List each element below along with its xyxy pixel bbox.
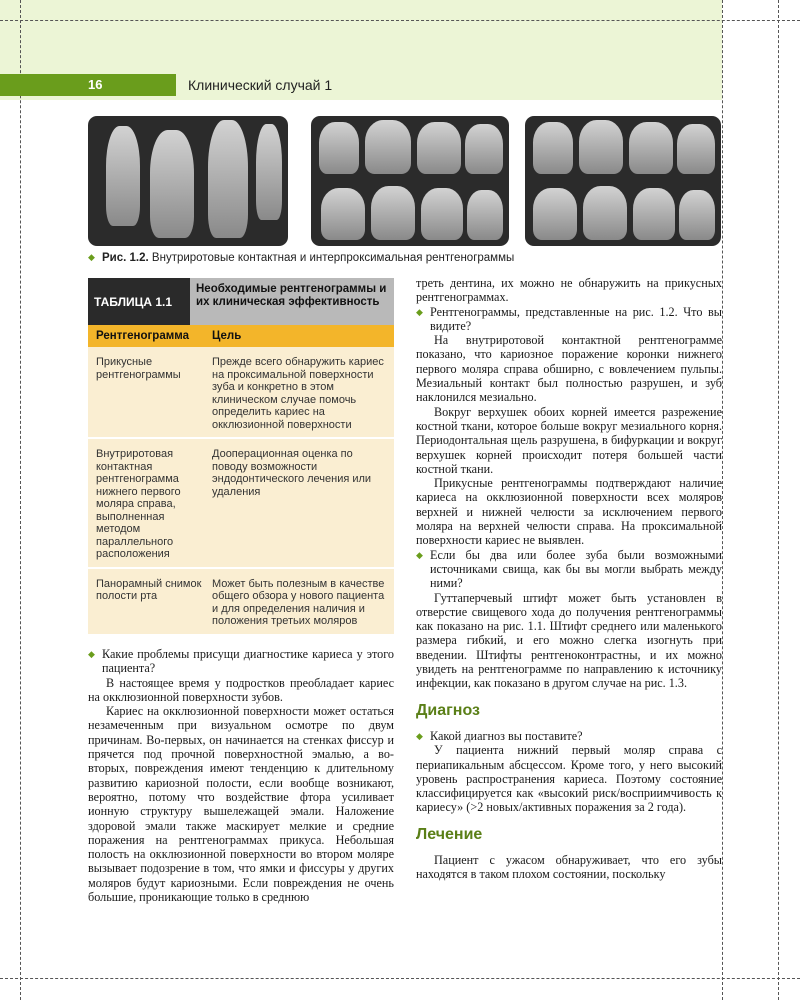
crop-mark: [20, 0, 21, 1000]
table-row: [88, 439, 394, 569]
question: [416, 305, 722, 334]
question-text: Какой диагноз вы поставите?: [430, 728, 583, 743]
xray-bitewing-right: [311, 116, 509, 246]
table-cell-purpose: Прежде всего обнаружить кариес на проксимальной поверхности зуба и конкретно в этом клиническом случае помочь определить кариес на окклюзионной поверхности: [212, 356, 384, 431]
paragraph: Вокруг верхушек обоих корней имеется разрежение костной ткани, которое больше вокруг мезиального корня. Периодонтальная щель разрушена, в бифуркации и вокруг верхушек корней происходит потеря большей части костной ткани.: [416, 404, 722, 476]
running-title: Клинический случай 1: [188, 77, 333, 93]
table-label: ТАБЛИЦА 1.1: [88, 278, 190, 325]
question-text: Если бы два или более зуба были возможными источниками свища, как бы вы могли выбрать между ними?: [430, 547, 722, 591]
question: [88, 647, 394, 676]
table-column-headers: [88, 325, 394, 347]
section-heading-diagnosis: Диагноз: [416, 701, 480, 719]
crop-mark: [0, 978, 800, 979]
diamond-bullet-icon: ◆: [416, 549, 423, 560]
figure-caption-text: Внутриротовые контактная и интерпроксимальная рентгенограммы: [151, 252, 515, 264]
table-title: Необходимые рентгенограммы и их клиническая эффективность: [190, 278, 394, 325]
paragraph: На внутриротовой контактной рентгенограмме показано, что кариозное поражение коронки нижнего первого моляра справа обширно, с вовлечением пульпы. Мезиальный контакт был полностью разрушен, и зуб наклонился мезиально.: [416, 333, 722, 405]
table-cell-type: Прикусные рентгенограммы: [96, 356, 181, 381]
table-row: [88, 569, 394, 636]
crop-mark: [0, 20, 800, 21]
table-cell-purpose: Может быть полезным в качестве общего обзора у нового пациента и для определения наличия и положения третьих моляров: [212, 577, 385, 627]
question: [416, 548, 722, 591]
crop-mark: [778, 0, 779, 1000]
diamond-bullet-icon: ◆: [88, 649, 95, 659]
column-header-purpose: Цель: [212, 330, 242, 342]
paragraph: Кариес на окклюзионной поверхности может остаться незамеченным при визуальном осмотре по двум причинам. Во-первых, он начинается на стенках фиссур и прячется под прочной поверхностной эмалью, а во-вторых, повреждения имеют тенденцию к длительному развитию кариозной полости, если вообще возникают, вероятно, потому что воздействие фтора усиливает ионную структуру вышележащей эмали. Наложение здоровой эмали также маскирует мелкие и средние поражения на рентгенограммах прикуса. Небольшая полость на окклюзионной поверхности во втором моляре вызывает подозрение в том, что ямки и фиссуры у других моляров будут кариозными. Если повреждения не очень большие, проникающие только в среднюю: [88, 704, 394, 905]
question: [416, 729, 722, 743]
paragraph: В настоящее время у подростков преобладает кариес на окклюзионной поверхности зубов.: [88, 675, 394, 704]
question-text: Какие проблемы присущи диагностике кариеса у этого пациента?: [102, 647, 394, 676]
question-text: Рентгенограммы, представленные на рис. 1.2. Что вы видите?: [430, 304, 722, 333]
diamond-bullet-icon: ◆: [416, 730, 423, 741]
figure-caption: [88, 252, 514, 264]
figure-label: Рис. 1.2.: [102, 252, 149, 264]
page-number: 16: [0, 74, 176, 96]
diamond-bullet-icon: ◆: [416, 306, 423, 317]
paragraph: Гуттаперчевый штифт может быть установлен в отверстие свищевого хода до получения рентгенограммы как показано на рис. 1.1. Штифт среднего или маленького размера гибкий, и его можно слегка изогнуть при введении. Штифты рентгеноконтрастны, и их можно увидеть на рентгенограмме по направлению к источнику инфекции, как показано в другом случае на рис. 1.3.: [416, 590, 722, 691]
column-header-radiograph: Рентгенограмма: [96, 330, 189, 342]
paragraph: У пациента нижний первый моляр справа с периапикальным абсцессом. Кроме того, у него высокий уровень распространения кариеса. Поэтому состояние классифицируется как «высокий риск/восприимчивость к кариесу» (>2 новых/активных поражения за 2 года).: [416, 743, 722, 815]
paragraph: Пациент с ужасом обнаруживает, что его зубы находятся в таком плохом состоянии, поскольку: [416, 852, 722, 882]
right-column: [416, 276, 722, 882]
diamond-bullet-icon: ◆: [88, 252, 95, 262]
xray-periapical: [88, 116, 288, 246]
table-cell-purpose: Дооперационная оценка по поводу возможности эндодонтического лечения или удаления: [212, 448, 372, 498]
table-header: [88, 278, 394, 325]
section-heading-treatment: Лечение: [416, 825, 483, 843]
paragraph: Прикусные рентгенограммы подтверждают наличие кариеса на окклюзионной поверхности всех моляров верхней и нижней челюсти за исключением первого моляра на верхней челюсти справа. На проксимальной поверхности кариес не выявлен.: [416, 476, 722, 548]
xray-bitewing-left: [525, 116, 721, 246]
table-cell-type: Внутриротовая контактная рентгенограмма нижнего первого моляра справа, выполненная методом параллельного расположения: [96, 448, 181, 560]
table-1-1: [88, 278, 394, 636]
crop-mark: [722, 0, 723, 1000]
paragraph: треть дентина, их можно не обнаружить на прикусных рентгенограммах.: [416, 276, 722, 305]
table-row: [88, 347, 394, 439]
left-column: [88, 647, 394, 904]
table-cell-type: Панорамный снимок полости рта: [96, 577, 202, 602]
